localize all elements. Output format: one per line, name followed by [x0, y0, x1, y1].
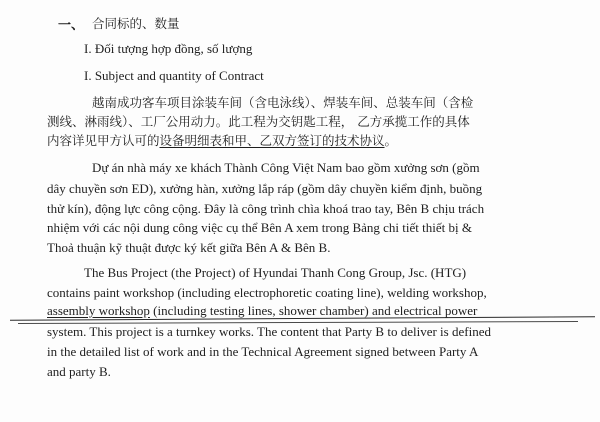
- section-title-vi: I. Đối tượng hợp đồng, số lượng: [84, 41, 253, 56]
- cn-paragraph-line-3-end: 。: [384, 133, 398, 148]
- assembly-workshop-underlined: assembly workshop: [47, 303, 150, 318]
- section-title-cn: 合同标的、数量: [92, 16, 180, 31]
- vi-paragraph-line-1: Dự án nhà máy xe khách Thành Công Việt Nam bao gồm xưởng sơn (gồm: [92, 160, 480, 175]
- technical-agreement-link: 设备明细表和甲、乙双方签订的技术协议: [159, 133, 385, 148]
- en-paragraph-line-1: The Bus Project (the Project) of Hyundai Thanh Cong Group, Jsc. (HTG): [84, 265, 467, 280]
- vi-paragraph-line-2: dây chuyền sơn ED), xưởng hàn, xưởng lắp ráp (gồm dây chuyền kiểm định, buồng: [47, 181, 483, 196]
- vi-paragraph-line-4: nhiệm với các nội dung công việc cụ thể Bên A xem trong Bảng chi tiết thiết bị &: [47, 220, 472, 235]
- section-number: 一、: [58, 18, 85, 33]
- en-paragraph-line-4: system. This project is a turnkey works. The content that Party B to deliver is defined: [47, 324, 491, 339]
- en-paragraph-line-6: and party B.: [47, 364, 111, 379]
- en-paragraph-line-3-rest: (including testing lines, shower chamber) and electrical power: [149, 303, 478, 318]
- en-paragraph-line-5: in the detailed list of work and in the Technical Agreement signed between Party A: [47, 344, 479, 359]
- cn-paragraph-line-1: 越南成功客车项目涂装车间（含电泳线）、焊装车间、总装车间（含检: [92, 95, 474, 110]
- cn-paragraph-line-2: 测线、淋雨线）、工厂公用动力。此工程为交钥匙工程， 乙方承揽工作的具体: [47, 114, 470, 129]
- vi-paragraph-line-5: Thoả thuận kỹ thuật được ký kết giữa Bên A & Bên B.: [47, 240, 331, 255]
- en-paragraph-line-2: contains paint workshop (including electrophoretic coating line), welding workshop,: [47, 285, 487, 300]
- vi-paragraph-line-3: thử kín), động lực công cộng. Đây là công trình chìa khoá trao tay, Bên B chịu trách: [47, 201, 485, 216]
- cn-paragraph-line-3: [47, 133, 397, 149]
- cn-paragraph-line-3-text: 内容详见甲方认可的: [47, 133, 160, 148]
- section-title-en: I. Subject and quantity of Contract: [84, 68, 264, 83]
